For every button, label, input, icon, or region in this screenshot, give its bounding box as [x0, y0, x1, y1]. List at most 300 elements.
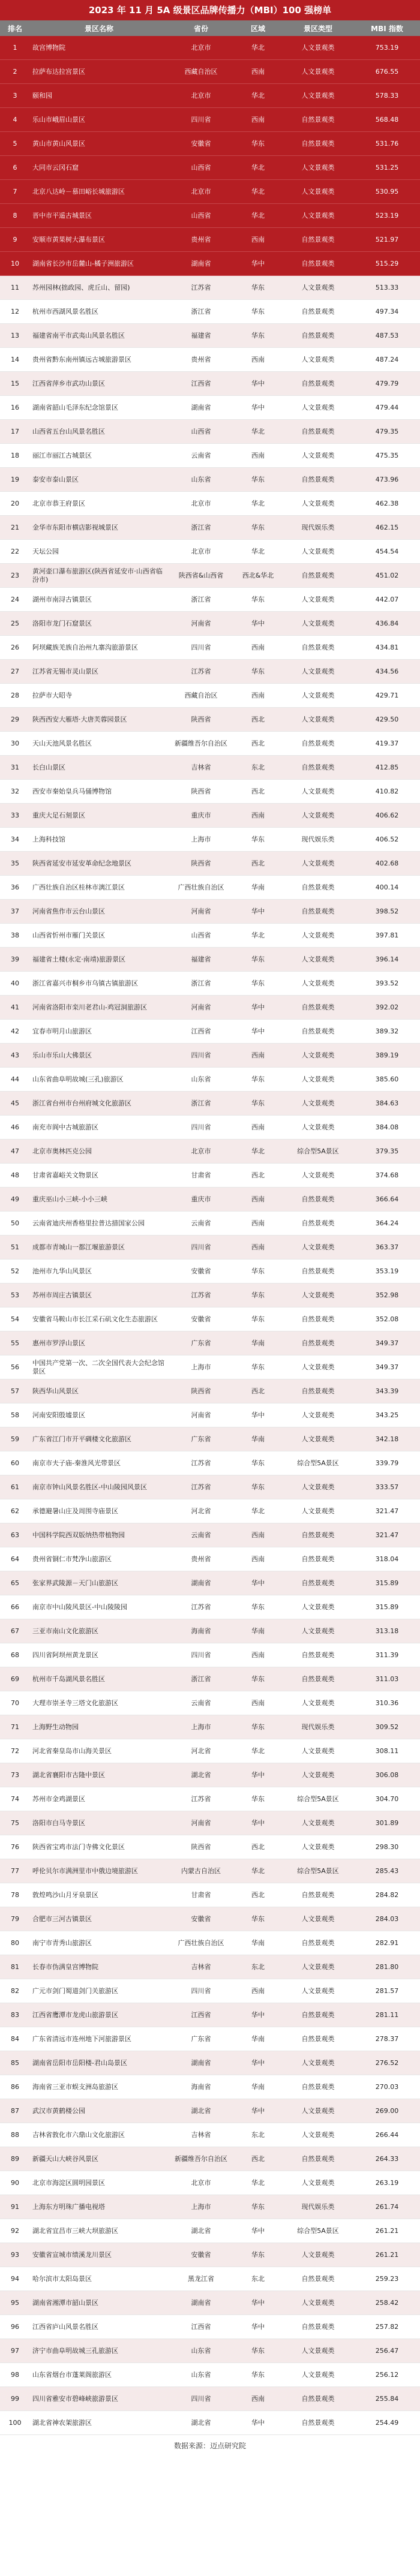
province-cell: 湖北省: [168, 1763, 234, 1787]
rank-cell: 64: [0, 1547, 30, 1571]
name-cell: 湖南省湘潭市韶山景区: [30, 2291, 168, 2315]
name-cell: 江西省萍乡市武功山景区: [30, 372, 168, 396]
table-row: [0, 108, 420, 132]
rank-cell: 43: [0, 1044, 30, 1068]
table-row: [0, 228, 420, 252]
mbi-cell: 462.38: [354, 492, 420, 516]
region-cell: 华南: [234, 1619, 282, 1643]
table-row: [0, 2075, 420, 2099]
name-cell: 安徽省宣城市绩溪龙川景区: [30, 2243, 168, 2267]
rank-cell: 66: [0, 1595, 30, 1619]
type-cell: 人文景观类: [282, 1164, 354, 1188]
region-cell: 华中: [234, 396, 282, 420]
rank-cell: 27: [0, 660, 30, 684]
table-row: [0, 84, 420, 108]
province-cell: 四川省: [168, 1236, 234, 1260]
region-cell: 华东: [234, 300, 282, 324]
mbi-cell: 257.82: [354, 2315, 420, 2339]
table-row: [0, 1260, 420, 1284]
province-cell: 江苏省: [168, 1595, 234, 1619]
mbi-cell: 255.84: [354, 2387, 420, 2411]
table-row: [0, 1739, 420, 1763]
table-row: [0, 2051, 420, 2075]
type-cell: 人文景观类: [282, 2291, 354, 2315]
province-cell: 云南省: [168, 1212, 234, 1236]
province-cell: 云南省: [168, 1523, 234, 1547]
table-row: [0, 1092, 420, 1116]
type-cell: 自然景观类: [282, 468, 354, 492]
province-cell: 湖北省: [168, 2099, 234, 2123]
table-header-row: [0, 20, 420, 36]
mbi-cell: 497.34: [354, 300, 420, 324]
region-cell: 西北: [234, 708, 282, 732]
type-cell: 人文景观类: [282, 60, 354, 84]
province-cell: 海南省: [168, 2075, 234, 2099]
table-row: [0, 444, 420, 468]
type-cell: 现代娱乐类: [282, 2195, 354, 2219]
mbi-cell: 393.52: [354, 972, 420, 996]
region-cell: 华东: [234, 828, 282, 852]
rank-cell: 45: [0, 1092, 30, 1116]
table-row: [0, 1307, 420, 1331]
name-cell: 江西省庐山风景名胜区: [30, 2315, 168, 2339]
table-row: [0, 1523, 420, 1547]
rank-cell: 90: [0, 2171, 30, 2195]
type-cell: 人文景观类: [282, 204, 354, 228]
name-cell: 南充市阆中古城旅游区: [30, 1116, 168, 1140]
rank-cell: 36: [0, 876, 30, 900]
province-cell: 内蒙古自治区: [168, 1859, 234, 1883]
province-cell: 安徽省: [168, 1307, 234, 1331]
rank-cell: 49: [0, 1188, 30, 1212]
rank-cell: 94: [0, 2267, 30, 2291]
region-cell: 华中: [234, 2291, 282, 2315]
region-cell: 华北: [234, 204, 282, 228]
rank-cell: 62: [0, 1499, 30, 1523]
region-cell: 华中: [234, 1811, 282, 1835]
name-cell: 丽江市丽江古城景区: [30, 444, 168, 468]
rank-cell: 19: [0, 468, 30, 492]
mbi-cell: 366.64: [354, 1188, 420, 1212]
mbi-cell: 410.82: [354, 780, 420, 804]
region-cell: 华中: [234, 996, 282, 1020]
province-cell: 广西壮族自治区: [168, 876, 234, 900]
region-cell: 西南: [234, 1044, 282, 1068]
type-cell: 人文景观类: [282, 1284, 354, 1307]
type-cell: 自然景观类: [282, 108, 354, 132]
region-cell: 华东: [234, 1355, 282, 1379]
region-cell: 西南: [234, 1979, 282, 2003]
type-cell: 人文景观类: [282, 348, 354, 372]
name-cell: 呼伦贝尔市满洲里市中俄边境旅游区: [30, 1859, 168, 1883]
type-cell: 自然景观类: [282, 1523, 354, 1547]
type-cell: 人文景观类: [282, 924, 354, 948]
name-cell: 洛阳市龙门石窟景区: [30, 612, 168, 636]
name-cell: 四川省雅安市碧峰峡旅游景区: [30, 2387, 168, 2411]
mbi-cell: 379.35: [354, 1140, 420, 1164]
region-cell: 华中: [234, 2003, 282, 2027]
rank-cell: 75: [0, 1811, 30, 1835]
mbi-cell: 392.02: [354, 996, 420, 1020]
province-cell: 浙江省: [168, 1667, 234, 1691]
rank-cell: 23: [0, 564, 30, 588]
province-cell: 浙江省: [168, 972, 234, 996]
rank-cell: 33: [0, 804, 30, 828]
name-cell: 云南省迪庆州香格里拉普达措国家公园: [30, 1212, 168, 1236]
region-cell: 华东: [234, 1092, 282, 1116]
rank-cell: 13: [0, 324, 30, 348]
type-cell: 自然景观类: [282, 1307, 354, 1331]
region-cell: 西北: [234, 852, 282, 876]
region-cell: 华中: [234, 900, 282, 924]
table-row: [0, 636, 420, 660]
name-cell: 池州市九华山风景区: [30, 1260, 168, 1284]
name-cell: 江西省鹰潭市龙虎山旅游景区: [30, 2003, 168, 2027]
region-cell: 华北: [234, 2171, 282, 2195]
province-cell: 北京市: [168, 2171, 234, 2195]
province-cell: 云南省: [168, 444, 234, 468]
region-cell: 西南: [234, 2387, 282, 2411]
name-cell: 杭州市西湖风景名胜区: [30, 300, 168, 324]
name-cell: 中国共产党第一次、二次全国代表大会纪念馆景区: [30, 1355, 168, 1379]
region-cell: 华东: [234, 1787, 282, 1811]
name-cell: 安徽省马鞍山市长江采石矶文化生态旅游区: [30, 1307, 168, 1331]
name-cell: 北京市恭王府景区: [30, 492, 168, 516]
type-cell: 人文景观类: [282, 972, 354, 996]
region-cell: 西南: [234, 1523, 282, 1547]
province-cell: 山东省: [168, 2339, 234, 2363]
mbi-cell: 281.57: [354, 1979, 420, 2003]
province-cell: 山西省: [168, 204, 234, 228]
region-cell: 华北: [234, 180, 282, 204]
name-cell: 颐和园: [30, 84, 168, 108]
rank-cell: 98: [0, 2363, 30, 2387]
mbi-cell: 429.71: [354, 684, 420, 708]
name-cell: 北京市奥林匹克公园: [30, 1140, 168, 1164]
region-cell: 华中: [234, 2315, 282, 2339]
name-cell: 广东省江门市开平碉楼文化旅游区: [30, 1427, 168, 1451]
table-row: [0, 1811, 420, 1835]
type-cell: 自然景观类: [282, 900, 354, 924]
name-cell: 河北省秦皇岛市山海关景区: [30, 1739, 168, 1763]
name-cell: 天山天池风景名胜区: [30, 732, 168, 756]
province-cell: 陕西省: [168, 1379, 234, 1403]
region-cell: 西南: [234, 1116, 282, 1140]
page-title: 2023 年 11 月 5A 级景区品牌传播力（MBI）100 强榜单: [0, 0, 420, 20]
province-cell: 北京市: [168, 1140, 234, 1164]
table-row: [0, 1451, 420, 1475]
table-row: [0, 804, 420, 828]
region-cell: 华南: [234, 1427, 282, 1451]
table-row: [0, 2147, 420, 2171]
mbi-cell: 306.08: [354, 1763, 420, 1787]
type-cell: 人文景观类: [282, 684, 354, 708]
rank-cell: 1: [0, 36, 30, 60]
type-cell: 人文景观类: [282, 444, 354, 468]
mbi-cell: 479.79: [354, 372, 420, 396]
name-cell: 大理市崇圣寺三塔文化旅游区: [30, 1691, 168, 1715]
rank-cell: 15: [0, 372, 30, 396]
mbi-cell: 384.63: [354, 1092, 420, 1116]
name-cell: 河南省洛阳市栾川老君山-鸡冠洞旅游区: [30, 996, 168, 1020]
name-cell: 南京市中山陵风景区-中山陵陵园: [30, 1595, 168, 1619]
province-cell: 河北省: [168, 1739, 234, 1763]
table-row: [0, 876, 420, 900]
name-cell: 敦煌鸣沙山月牙泉景区: [30, 1883, 168, 1907]
name-cell: 黄山市黄山风景区: [30, 132, 168, 156]
mbi-cell: 284.03: [354, 1907, 420, 1931]
province-cell: 湖南省: [168, 396, 234, 420]
region-cell: 西南: [234, 348, 282, 372]
name-cell: 甘肃省嘉峪关文物景区: [30, 1164, 168, 1188]
name-cell: 拉萨布达拉宫景区: [30, 60, 168, 84]
name-cell: 广东省清远市连州地下河旅游景区: [30, 2027, 168, 2051]
mbi-cell: 349.37: [354, 1355, 420, 1379]
region-cell: 华北: [234, 1140, 282, 1164]
rank-cell: 60: [0, 1451, 30, 1475]
type-cell: 自然景观类: [282, 420, 354, 444]
province-cell: 山东省: [168, 2363, 234, 2387]
name-cell: 陕西省延安市延安革命纪念地景区: [30, 852, 168, 876]
region-cell: 西南: [234, 684, 282, 708]
type-cell: 人文景观类: [282, 1499, 354, 1523]
type-cell: 自然景观类: [282, 876, 354, 900]
type-cell: 自然景观类: [282, 2315, 354, 2339]
rank-cell: 28: [0, 684, 30, 708]
rank-cell: 100: [0, 2411, 30, 2435]
region-cell: 西北: [234, 1379, 282, 1403]
region-cell: 华东: [234, 1667, 282, 1691]
mbi-cell: 487.53: [354, 324, 420, 348]
rank-cell: 88: [0, 2123, 30, 2147]
rank-cell: 52: [0, 1260, 30, 1284]
rank-cell: 87: [0, 2099, 30, 2123]
rank-cell: 6: [0, 156, 30, 180]
type-cell: 自然景观类: [282, 1931, 354, 1955]
rank-cell: 46: [0, 1116, 30, 1140]
table-row: [0, 2123, 420, 2147]
region-cell: 华中: [234, 1020, 282, 1044]
rank-cell: 11: [0, 276, 30, 300]
mbi-cell: 276.52: [354, 2051, 420, 2075]
name-cell: 南京市钟山风景名胜区-中山陵园风景区: [30, 1475, 168, 1499]
name-cell: 重庆巫山小三峡-小小三峡: [30, 1188, 168, 1212]
table-row: [0, 972, 420, 996]
rank-cell: 34: [0, 828, 30, 852]
type-cell: 自然景观类: [282, 372, 354, 396]
region-cell: 西南: [234, 1691, 282, 1715]
name-cell: 南京市夫子庙-秦淮风光带景区: [30, 1451, 168, 1475]
type-cell: 人文景观类: [282, 396, 354, 420]
table-row: [0, 588, 420, 612]
name-cell: 上海野生动物园: [30, 1715, 168, 1739]
mbi-cell: 454.54: [354, 540, 420, 564]
province-cell: 河南省: [168, 1403, 234, 1427]
mbi-cell: 434.81: [354, 636, 420, 660]
mbi-cell: 397.81: [354, 924, 420, 948]
type-cell: 人文景观类: [282, 540, 354, 564]
mbi-cell: 462.15: [354, 516, 420, 540]
rank-cell: 82: [0, 1979, 30, 2003]
rank-cell: 58: [0, 1403, 30, 1427]
rank-cell: 56: [0, 1355, 30, 1379]
province-cell: 湖南省: [168, 252, 234, 276]
rank-cell: 54: [0, 1307, 30, 1331]
mbi-cell: 389.32: [354, 1020, 420, 1044]
table-row: [0, 276, 420, 300]
province-cell: 上海市: [168, 1715, 234, 1739]
rank-cell: 40: [0, 972, 30, 996]
mbi-cell: 278.37: [354, 2027, 420, 2051]
rank-cell: 4: [0, 108, 30, 132]
type-cell: 自然景观类: [282, 1188, 354, 1212]
name-cell: 拉萨市大昭寺: [30, 684, 168, 708]
rank-cell: 83: [0, 2003, 30, 2027]
name-cell: 长白山景区: [30, 756, 168, 780]
mbi-cell: 315.89: [354, 1595, 420, 1619]
table-row: [0, 2363, 420, 2387]
table-row: [0, 396, 420, 420]
type-cell: 人文景观类: [282, 492, 354, 516]
name-cell: 福建省南平市武夷山风景名胜区: [30, 324, 168, 348]
mbi-cell: 343.25: [354, 1403, 420, 1427]
mbi-cell: 753.19: [354, 36, 420, 60]
rank-cell: 25: [0, 612, 30, 636]
type-cell: 人文景观类: [282, 2363, 354, 2387]
region-cell: 华北: [234, 84, 282, 108]
province-cell: 吉林省: [168, 1955, 234, 1979]
mbi-cell: 434.56: [354, 660, 420, 684]
table-row: [0, 300, 420, 324]
rank-cell: 32: [0, 780, 30, 804]
mbi-cell: 270.03: [354, 2075, 420, 2099]
name-cell: 晋中市平遥古城景区: [30, 204, 168, 228]
province-cell: 上海市: [168, 828, 234, 852]
province-cell: 广东省: [168, 2027, 234, 2051]
region-cell: 华北: [234, 540, 282, 564]
name-cell: 福建省土楼(永定·南靖)旅游景区: [30, 948, 168, 972]
region-cell: 西南: [234, 60, 282, 84]
table-row: [0, 2339, 420, 2363]
table-row: [0, 1859, 420, 1883]
region-cell: 西南: [234, 444, 282, 468]
region-cell: 华东: [234, 1715, 282, 1739]
mbi-cell: 339.79: [354, 1451, 420, 1475]
region-cell: 华东: [234, 2339, 282, 2363]
province-cell: 上海市: [168, 2195, 234, 2219]
province-cell: 浙江省: [168, 516, 234, 540]
type-cell: 人文景观类: [282, 156, 354, 180]
region-cell: 西北: [234, 1883, 282, 1907]
province-cell: 江苏省: [168, 1475, 234, 1499]
province-cell: 海南省: [168, 1619, 234, 1643]
region-cell: 华东: [234, 1595, 282, 1619]
region-cell: 华北: [234, 36, 282, 60]
mbi-cell: 451.02: [354, 564, 420, 588]
province-cell: 北京市: [168, 84, 234, 108]
header-name: 景区名称: [30, 20, 168, 36]
table-row: [0, 1475, 420, 1499]
type-cell: 人文景观类: [282, 1092, 354, 1116]
region-cell: 西南: [234, 1236, 282, 1260]
table-row: [0, 1044, 420, 1068]
region-cell: 华北: [234, 420, 282, 444]
rank-cell: 97: [0, 2339, 30, 2363]
mbi-cell: 479.44: [354, 396, 420, 420]
table-row: [0, 1403, 420, 1427]
region-cell: 华东: [234, 948, 282, 972]
name-cell: 湖南省韶山毛泽东纪念馆景区: [30, 396, 168, 420]
type-cell: 人文景观类: [282, 1355, 354, 1379]
rank-cell: 51: [0, 1236, 30, 1260]
mbi-cell: 419.37: [354, 732, 420, 756]
table-row: [0, 132, 420, 156]
rank-cell: 78: [0, 1883, 30, 1907]
type-cell: 人文景观类: [282, 1763, 354, 1787]
mbi-cell: 363.37: [354, 1236, 420, 1260]
type-cell: 综合型5A景区: [282, 1140, 354, 1164]
province-cell: 陕西省: [168, 852, 234, 876]
region-cell: 西北: [234, 732, 282, 756]
type-cell: 自然景观类: [282, 252, 354, 276]
type-cell: 人文景观类: [282, 2171, 354, 2195]
table-row: [0, 660, 420, 684]
table-row: [0, 60, 420, 84]
name-cell: 山西省忻州市雁门关景区: [30, 924, 168, 948]
name-cell: 长春市伪满皇宫博物院: [30, 1955, 168, 1979]
rank-cell: 9: [0, 228, 30, 252]
province-cell: 四川省: [168, 1643, 234, 1667]
rank-cell: 71: [0, 1715, 30, 1739]
province-cell: 北京市: [168, 540, 234, 564]
table-row: [0, 516, 420, 540]
rank-cell: 72: [0, 1739, 30, 1763]
province-cell: 重庆市: [168, 804, 234, 828]
table-row: [0, 324, 420, 348]
region-cell: 华东: [234, 1284, 282, 1307]
name-cell: 张家界武陵源－天门山旅游区: [30, 1571, 168, 1595]
type-cell: 自然景观类: [282, 2075, 354, 2099]
name-cell: 黄河壶口瀑布旅游区(陕西省延安市·山西省临汾市): [30, 564, 168, 588]
name-cell: 南宁市青秀山旅游区: [30, 1931, 168, 1955]
region-cell: 华东: [234, 660, 282, 684]
rank-cell: 55: [0, 1331, 30, 1355]
type-cell: 综合型5A景区: [282, 2219, 354, 2243]
rank-cell: 29: [0, 708, 30, 732]
region-cell: 华东: [234, 468, 282, 492]
name-cell: 天坛公园: [30, 540, 168, 564]
header-type: 景区类型: [282, 20, 354, 36]
type-cell: 自然景观类: [282, 564, 354, 588]
type-cell: 自然景观类: [282, 1020, 354, 1044]
table-row: [0, 1643, 420, 1667]
table-row: [0, 708, 420, 732]
type-cell: 人文景观类: [282, 804, 354, 828]
table-row: [0, 1140, 420, 1164]
rank-cell: 35: [0, 852, 30, 876]
table-row: [0, 2003, 420, 2027]
name-cell: 苏州市金鸡湖景区: [30, 1787, 168, 1811]
region-cell: 华北: [234, 1499, 282, 1523]
type-cell: 自然景观类: [282, 324, 354, 348]
table-row: [0, 732, 420, 756]
type-cell: 自然景观类: [282, 2267, 354, 2291]
region-cell: 华中: [234, 612, 282, 636]
type-cell: 自然景观类: [282, 1571, 354, 1595]
table-row: [0, 1931, 420, 1955]
table-row: [0, 684, 420, 708]
province-cell: 黑龙江省: [168, 2267, 234, 2291]
